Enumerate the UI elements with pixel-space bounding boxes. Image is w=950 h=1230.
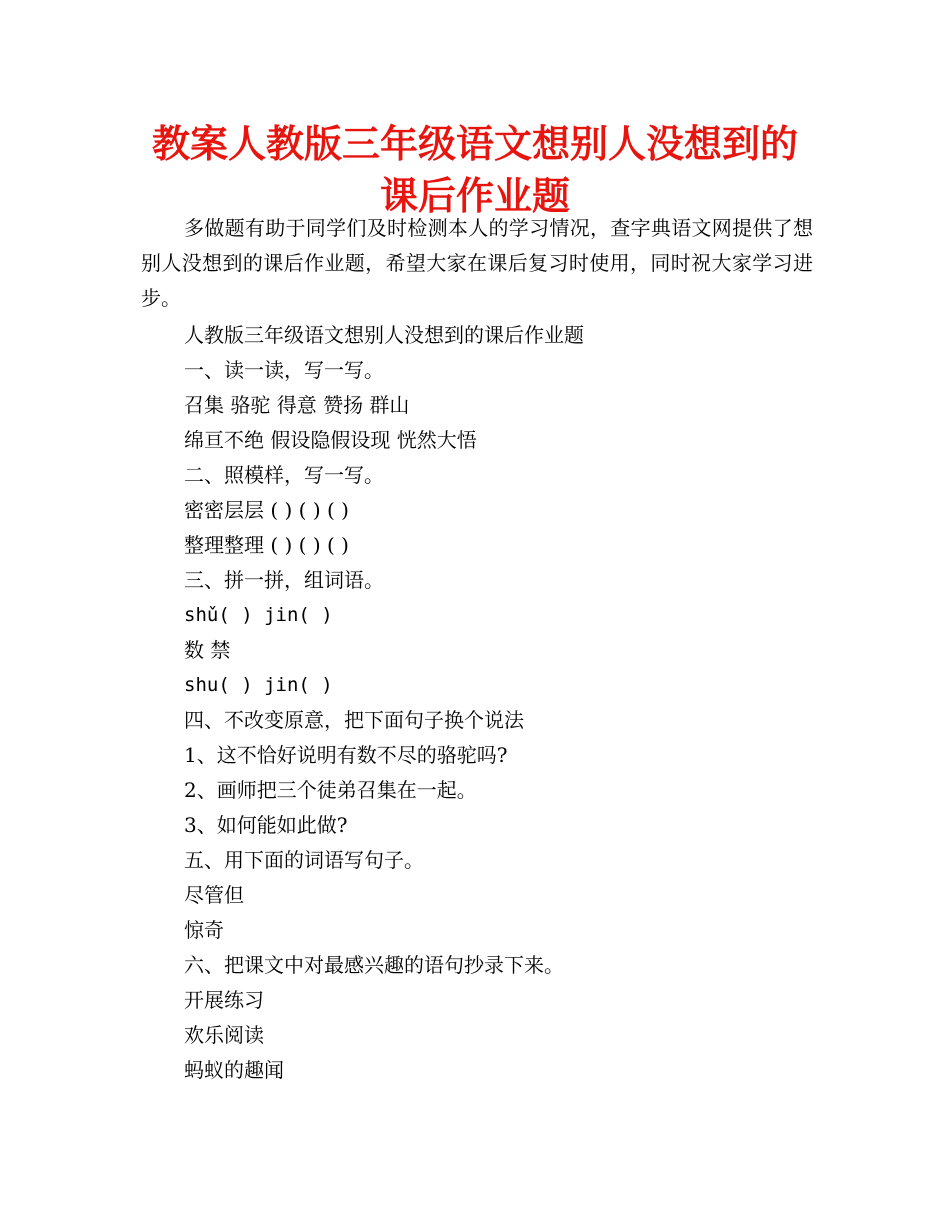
content-lines	[184, 318, 814, 1088]
word-list-line: 绵亘不绝 假设隐假设现 恍然大悟	[184, 428, 477, 452]
section-heading-3: 三、拼一拼，组词语。	[184, 568, 384, 592]
text-line: 开展练习	[184, 988, 264, 1012]
section-heading-4: 四、不改变原意，把下面句子换个说法	[184, 708, 524, 732]
exercise-line: 整理整理 ( ) ( ) ( )	[184, 533, 349, 557]
section-heading-2: 二、照模样，写一写。	[184, 463, 384, 487]
exercise-line: 密密层层 ( ) ( ) ( )	[184, 498, 349, 522]
text-line: 欢乐阅读	[184, 1023, 264, 1047]
word-list-line: 召集 骆驼 得意 赞扬 群山	[184, 393, 410, 417]
character-line: 数 禁	[184, 638, 231, 662]
subtitle-line: 人教版三年级语文想别人没想到的课后作业题	[184, 323, 584, 347]
text-line: 蚂蚁的趣闻	[184, 1058, 284, 1082]
pinyin-line: shǔ( ) jin( )	[184, 604, 333, 626]
sentence-line: 3、如何能如此做?	[184, 813, 348, 837]
section-heading-1: 一、读一读，写一写。	[184, 358, 384, 382]
word-line: 尽管但	[184, 883, 244, 907]
sentence-line: 2、画师把三个徒弟召集在一起。	[184, 778, 477, 802]
sentence-line: 1、这不恰好说明有数不尽的骆驼吗?	[184, 743, 508, 767]
word-line: 惊奇	[184, 918, 224, 942]
section-heading-6: 六、把课文中对最感兴趣的语句抄录下来。	[184, 953, 564, 977]
intro-paragraph: 多做题有助于同学们及时检测本人的学习情况，查字典语文网提供了想别人没想到的课后作业题，希望大家在课后复习时使用，同时祝大家学习进步。	[141, 216, 813, 310]
document-title: 教案人教版三年级语文想别人没想到的课后作业题	[151, 122, 798, 218]
section-heading-5: 五、用下面的词语写句子。	[184, 848, 424, 872]
pinyin-line: shu( ) jin( )	[184, 674, 333, 696]
